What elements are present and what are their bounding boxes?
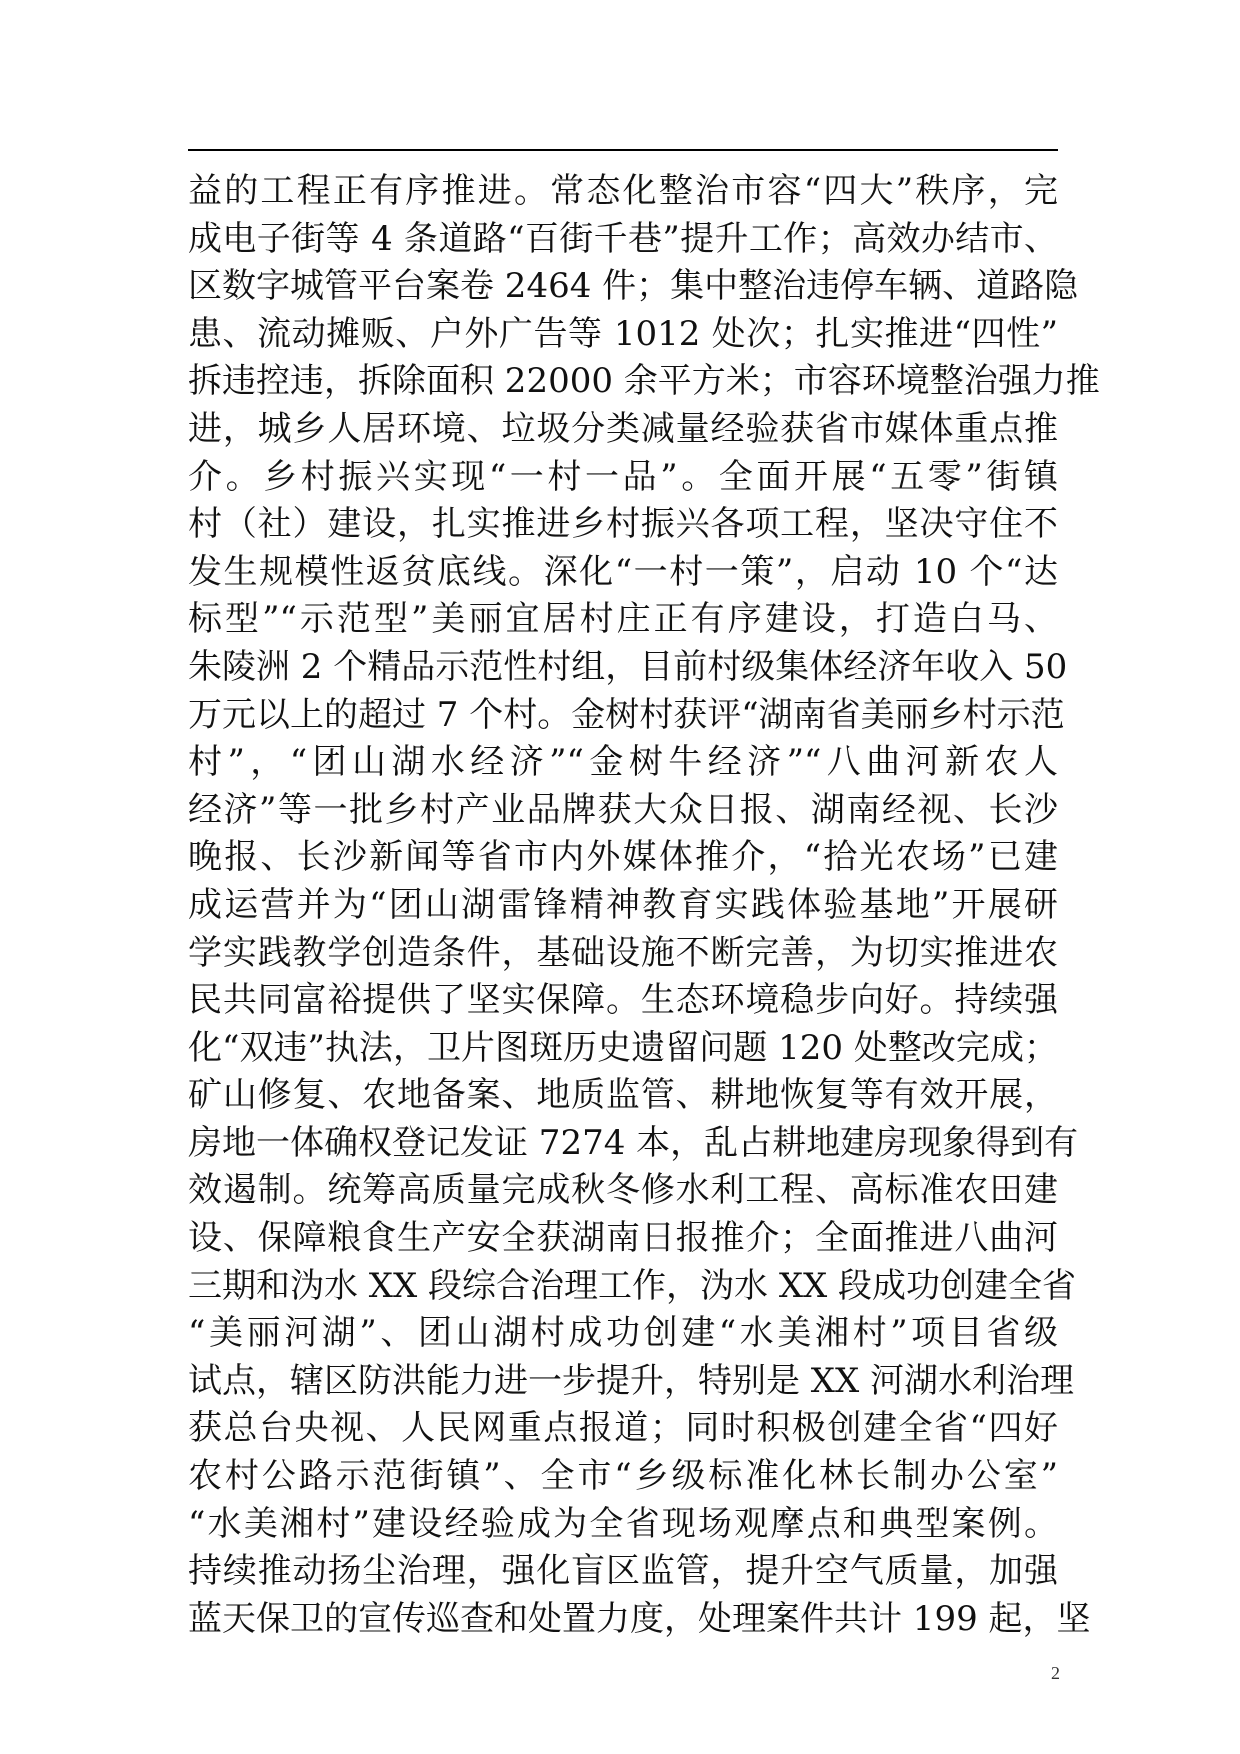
text-line: 成运营并为“团山湖雷锋精神教育实践体验基地”开展研 [188,884,1058,925]
page-number: 2 [1051,1663,1060,1683]
text-line: 拆违控违，拆除面积 22000 余平方米；市容环境整治强力推 [188,361,1100,402]
text-line: 三期和沩水 XX 段综合治理工作，沩水 XX 段成功创建全省 [188,1265,1077,1306]
text-line: 矿山修复、农地备案、地质监管、耕地恢复等有效开展， [188,1075,1058,1116]
text-line: 患、流动摊贩、户外广告等 1012 处次；扎实推进“四性” [188,313,1058,354]
text-line: 朱陵洲 2 个精品示范性村组，目前村级集体经济年收入 50 [188,646,1068,687]
text-line: 试点，辖区防洪能力进一步提升，特别是 XX 河湖水利治理 [188,1360,1075,1401]
text-line: 村（社）建设，扎实推进乡村振兴各项工程，坚决守住不 [188,504,1058,545]
text-line: 持续推动扬尘治理，强化盲区监管，提升空气质量，加强 [188,1551,1058,1592]
text-line: 发生规模性返贫底线。深化“一村一策”，启动 10 个“达 [188,551,1058,592]
text-line: 村”，“团山湖水经济”“金树牛经济”“八曲河新农人 [188,742,1058,783]
text-line: 化“双违”执法，卫片图斑历史遗留问题 120 处整改完成； [188,1027,1058,1068]
text-line: 成电子街等 4 条道路“百街千巷”提升工作；高效办结市、 [188,218,1058,259]
text-line: 设、保障粮食生产安全获湖南日报推介；全面推进八曲河 [188,1218,1058,1259]
text-line: 房地一体确权登记发证 7274 本，乱占耕地建房现象得到有 [188,1122,1079,1163]
text-line: 获总台央视、人民网重点报道；同时积极创建全省“四好 [188,1408,1058,1449]
text-line: 万元以上的超过 7 个村。金树村获评“湖南省美丽乡村示范 [188,694,1065,735]
header-rule [188,149,1058,151]
text-line: 农村公路示范街镇”、全市“乡级标准化林长制办公室” [188,1456,1058,1497]
body-text [188,168,1100,1643]
text-line: 晚报、长沙新闻等省市内外媒体推介，“拾光农场”已建 [188,837,1058,878]
text-line: 学实践教学创造条件，基础设施不断完善，为切实推进农 [188,932,1058,973]
text-line: 介。乡村振兴实现“一村一品”。全面开展“五零”街镇 [188,456,1058,497]
text-line: 蓝天保卫的宣传巡查和处置力度，处理案件共计 199 起，坚 [188,1598,1091,1639]
text-line: 民共同富裕提供了坚实保障。生态环境稳步向好。持续强 [188,980,1058,1021]
text-line: 效遏制。统筹高质量完成秋冬修水利工程、高标准农田建 [188,1170,1058,1211]
text-line: 标型”“示范型”美丽宜居村庄正有序建设，打造白马、 [188,599,1058,640]
text-line: 进，城乡人居环境、垃圾分类减量经验获省市媒体重点推 [188,408,1058,449]
text-line: 经济”等一批乡村产业品牌获大众日报、湖南经视、长沙 [188,789,1058,830]
text-line: “水美湘村”建设经验成为全省现场观摩点和典型案例。 [188,1503,1058,1544]
text-line: “美丽河湖”、团山湖村成功创建“水美湘村”项目省级 [188,1313,1058,1354]
text-line: 益的工程正有序推进。常态化整治市容“四大”秩序，完 [188,171,1058,211]
text-line: 区数字城管平台案卷 2464 件；集中整治违停车辆、道路隐 [188,266,1079,307]
